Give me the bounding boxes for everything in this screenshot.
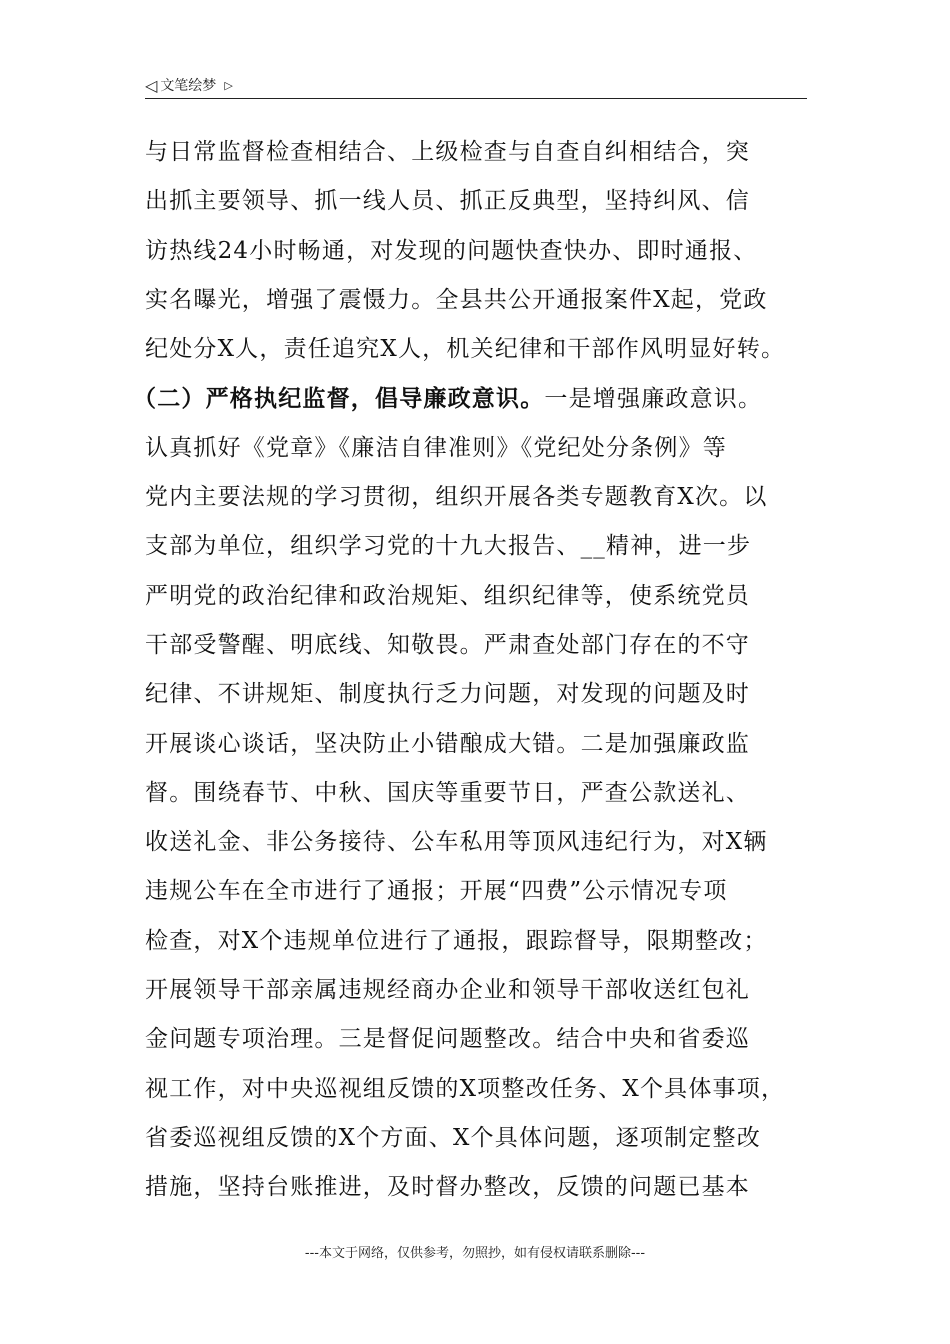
- text-line: 收送礼金、非公务接待、公车私用等顶风违纪行为，对X辆: [145, 829, 768, 856]
- text-line: 违规公车在全市进行了通报；开展“四费”公示情况专项: [145, 878, 728, 905]
- triangle-left-icon: ◁: [145, 75, 158, 95]
- text-line: 党内主要法规的学习贯彻，组织开展各类专题教育X次。以: [145, 484, 768, 511]
- section-heading-line: [133, 374, 825, 423]
- triangle-right-icon: ▷: [224, 78, 233, 92]
- text-line: 开展谈心谈话，坚决防止小错酿成大错。二是加强廉政监: [145, 730, 750, 757]
- header-title: 文笔绘梦: [160, 78, 217, 94]
- page-footer: ---本文于网络，仅供参考，勿照抄，如有侵权请联系删除---: [304, 1246, 646, 1261]
- text-line: 纪律、不讲规矩、制度执行乏力问题，对发现的问题及时: [145, 681, 750, 708]
- text-line: 开展领导干部亲属违规经商办企业和领导干部收送红包礼: [145, 977, 750, 1004]
- text-line: 干部受警醒、明底线、知敬畏。严肃查处部门存在的不守: [145, 631, 750, 658]
- text-line: 认真抓好《党章》《廉洁自律准则》《党纪处分条例》等: [145, 434, 727, 461]
- text-line: 检查，对X个违规单位进行了通报，跟踪督导，限期整改；: [145, 927, 768, 954]
- text-line: 省委巡视组反馈的X个方面、X个具体问题，逐项制定整改: [145, 1124, 761, 1151]
- text-line: 访热线24小时畅通，对发现的问题快查快办、即时通报、: [145, 237, 758, 264]
- text-line: 出抓主要领导、抓一线人员、抓正反典型，坚持纠风、信: [145, 188, 750, 215]
- section-heading-rest: 一是增强廉政意识。: [544, 386, 763, 413]
- text-line: 纪处分X人，责任追究X人，机关纪律和干部作风明显好转。: [145, 336, 786, 363]
- text-line: 督。围绕春节、中秋、国庆等重要节日，严查公款送礼、: [145, 779, 750, 806]
- text-line: 措施，坚持台账推进，及时督办整改，反馈的问题已基本: [145, 1174, 750, 1201]
- text-line: 视工作，对中央巡视组反馈的X项整改任务、X个具体事项，: [145, 1075, 786, 1102]
- document-body: [133, 128, 825, 1213]
- text-line: 支部为单位，组织学习党的十九大报告、__精神，进一步: [145, 533, 752, 560]
- section-heading: （二）严格执纪监督，倡导廉政意识。: [133, 385, 545, 413]
- page-header: [145, 72, 807, 99]
- text-line: 严明党的政治纪律和政治规矩、组织纪律等，使系统党员: [145, 582, 750, 609]
- text-line: 金问题专项治理。三是督促问题整改。结合中央和省委巡: [145, 1026, 750, 1053]
- text-line: 实名曝光，增强了震慑力。全县共公开通报案件X起，党政: [145, 286, 768, 313]
- text-line: 与日常监督检查相结合、上级检查与自查自纠相结合，突: [145, 139, 750, 165]
